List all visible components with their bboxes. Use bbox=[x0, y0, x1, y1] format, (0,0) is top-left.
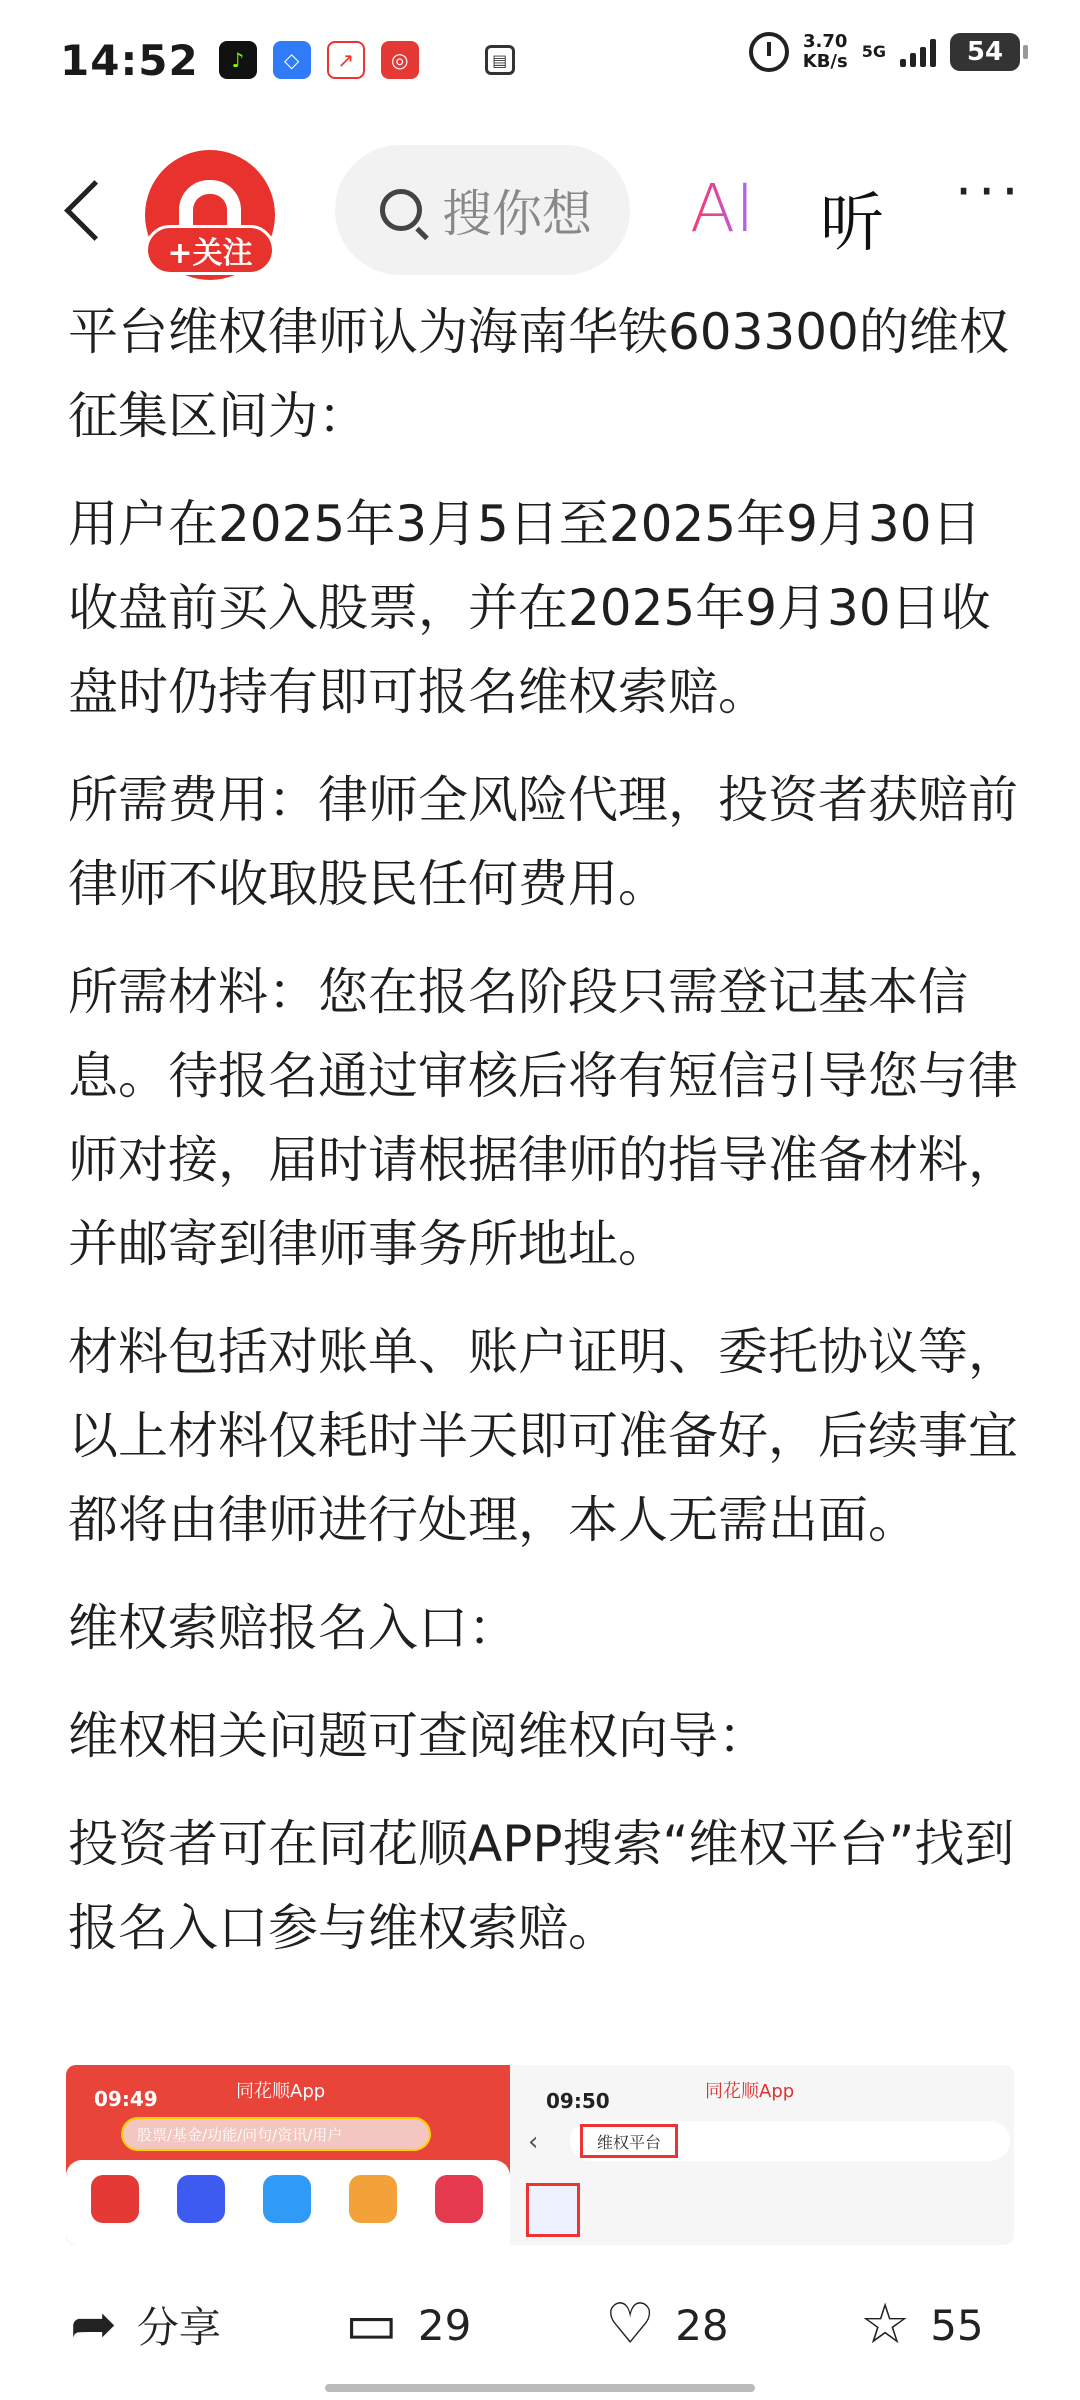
network-type: 5G bbox=[861, 42, 886, 61]
paragraph: 维权相关问题可查阅维权向导： bbox=[68, 1707, 768, 1765]
comment-count: 29 bbox=[417, 2300, 472, 2350]
search-placeholder: 搜你想 bbox=[442, 185, 592, 243]
battery-icon: 54 bbox=[950, 33, 1020, 71]
sim-icon: ▤ bbox=[485, 45, 515, 75]
net-speed bbox=[803, 32, 848, 72]
heart-icon: ♡ bbox=[605, 2292, 656, 2357]
net-speed-value: 3.70 bbox=[803, 31, 848, 52]
paragraph: 用户在2025年3月5日至2025年9月30日收盘前买入股票，并在2025年9月30日收盘时仍持有即可报名维权索赔。 bbox=[68, 495, 991, 721]
app-tile-icon bbox=[349, 2175, 397, 2223]
signal-icon bbox=[900, 37, 936, 67]
top-nav bbox=[0, 140, 1080, 280]
shot-search: 股票/基金/功能/问句/资讯/用户 bbox=[121, 2117, 431, 2151]
status-bar bbox=[0, 0, 1080, 120]
bottom-action-bar bbox=[0, 2270, 1080, 2380]
like-count: 28 bbox=[675, 2300, 729, 2350]
logo-icon bbox=[179, 180, 241, 230]
screenshot-left bbox=[66, 2065, 510, 2245]
gavel-icon bbox=[526, 2183, 580, 2237]
share-button[interactable] bbox=[70, 2292, 221, 2357]
app-tile-icon bbox=[435, 2175, 483, 2223]
app-tile-icon bbox=[177, 2175, 225, 2223]
app-tile-icon bbox=[91, 2175, 139, 2223]
share-label: 分享 bbox=[136, 2303, 221, 2352]
comment-icon: ▭ bbox=[345, 2292, 398, 2357]
shot-search-highlight: 维权平台 bbox=[580, 2124, 678, 2158]
shot-time: 09:49 bbox=[94, 2087, 158, 2111]
more-options-button[interactable]: ··· bbox=[955, 160, 1025, 223]
screenshot-right bbox=[510, 2065, 1014, 2245]
paragraph: 投资者可在同花顺APP搜索“维权平台”找到报名入口参与维权索赔。 bbox=[68, 1815, 1015, 1957]
article-body bbox=[68, 290, 1018, 1994]
ai-app-icon: ◇ bbox=[273, 41, 311, 79]
net-speed-unit: KB/s bbox=[802, 51, 848, 72]
shot-search bbox=[570, 2121, 1010, 2161]
clock: 14:52 bbox=[60, 35, 199, 85]
shot-title: 同花顺App bbox=[705, 2081, 795, 2102]
like-button[interactable] bbox=[605, 2292, 729, 2357]
shot-title: 同花顺App bbox=[236, 2081, 326, 2102]
music-app-icon: ♪ bbox=[219, 41, 257, 79]
status-indicators bbox=[749, 32, 1020, 72]
paragraph: 所需材料：您在报名阶段只需登记基本信息。待报名通过审核后将有短信引导您与律师对接，届时请根据律师的指导准备材料，并邮寄到律师事务所地址。 bbox=[68, 963, 1018, 1273]
home-indicator[interactable] bbox=[325, 2384, 755, 2392]
search-input[interactable] bbox=[335, 145, 630, 275]
listen-button[interactable]: 听 bbox=[820, 187, 884, 261]
paragraph: 所需费用：律师全风险代理，投资者获赔前律师不收取股民任何费用。 bbox=[68, 771, 1018, 913]
paragraph: 平台维权律师认为海南华铁603300的维权征集区间为： bbox=[68, 303, 1009, 445]
finance-app-icon: ◎ bbox=[381, 41, 419, 79]
favorite-button[interactable] bbox=[860, 2292, 984, 2357]
article-image[interactable] bbox=[66, 2065, 1014, 2245]
back-icon: ‹ bbox=[528, 2127, 539, 2157]
shot-time: 09:50 bbox=[546, 2089, 610, 2113]
comment-button[interactable] bbox=[345, 2292, 472, 2357]
back-button[interactable] bbox=[55, 175, 115, 245]
paragraph: 材料包括对账单、账户证明、委托协议等，以上材料仅耗时半天即可准备好，后续事宜都将由律师进行处理，本人无需出面。 bbox=[68, 1323, 1018, 1549]
ai-button[interactable]: AI bbox=[690, 170, 755, 247]
search-icon bbox=[380, 189, 422, 231]
favorite-count: 55 bbox=[930, 2300, 984, 2350]
paragraph: 维权索赔报名入口： bbox=[68, 1599, 518, 1657]
star-icon: ☆ bbox=[860, 2292, 911, 2357]
follow-button[interactable]: +关注 bbox=[145, 225, 275, 275]
stock-app-icon: ↗ bbox=[327, 41, 365, 79]
alarm-icon bbox=[749, 32, 789, 72]
app-tile-icon bbox=[263, 2175, 311, 2223]
share-icon: ➦ bbox=[70, 2292, 117, 2357]
shot-app-row bbox=[91, 2175, 483, 2223]
